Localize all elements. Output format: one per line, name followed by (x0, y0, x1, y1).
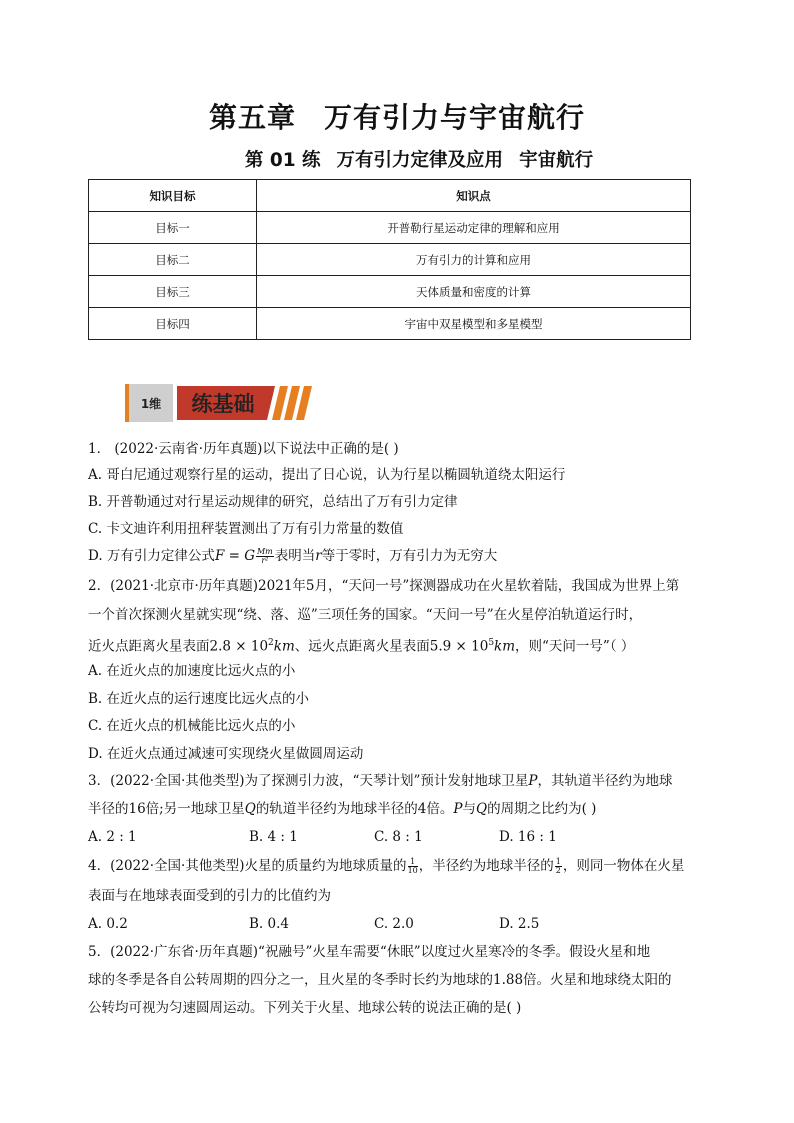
chapter-title: 第五章 万有引力与宇宙航行 (208, 101, 586, 134)
question-4-option-b: B. 0.4 (249, 916, 289, 932)
question-1-option-a: A. 哥白尼通过观察行星的运动，提出了日心说，认为行星以椭圆轨道绕太阳运行 (88, 467, 566, 483)
table-cell: 目标二 (89, 244, 257, 276)
question-1-option-d: D. 万有引力定律公式F = G $\frac{Mm}{\text{r²}}$ 表明当r等于零时，万有引力为无穷大 (88, 547, 498, 565)
question-1-stem: 1． (2022·云南省·历年真题)以下说法中正确的是( ) (88, 441, 399, 457)
question-5-stem-line-3: 公转均可视为匀速圆周运动。下列关于火星、地球公转的说法正确的是( ) (88, 1000, 522, 1016)
question-3-option-b: B. 4 : 1 (249, 829, 298, 845)
fraction-one-tenth: $\frac{1}{10}$ (407, 857, 418, 875)
question-2-option-b: B. 在近火点的运行速度比远火点的小 (88, 691, 310, 707)
question-2-option-d: D. 在近火点通过减速可实现绕火星做圆周运动 (88, 746, 364, 762)
table-header-cell: 知识点 (257, 180, 691, 212)
question-2-stem-line-1: 2．(2021·北京市·历年真题)2021年5月，“天问一号”探测器成功在火星软着陆，我国成为世界上第 (88, 578, 680, 594)
question-3-stem-line-2: 半径的16倍;另一地球卫星Q的轨道半径约为地球半径的4倍。P与Q的周期之比约为( ) (88, 801, 597, 817)
knowledge-goals-table (88, 179, 691, 340)
table-header-row (89, 180, 691, 212)
table-cell: 宇宙中双星模型和多星模型 (257, 308, 691, 340)
table-cell: 天体质量和密度的计算 (257, 276, 691, 308)
table-cell: 目标四 (89, 308, 257, 340)
question-4-stem-line-1: 4．(2022·全国·其他类型)火星的质量约为地球质量的 $\frac{1}{10}$ ，半径约为地球半径的 $\frac{1}{2}$ ，则同一物体在火星 (88, 857, 685, 875)
table-header-cell: 知识目标 (89, 180, 257, 212)
table-row (89, 212, 691, 244)
question-3-option-a: A. 2 : 1 (88, 829, 137, 845)
table-cell: 万有引力的计算和应用 (257, 244, 691, 276)
section-badge (125, 382, 315, 424)
question-2-stem-line-3: 近火点距离火星表面$2.8 \times 10^2km$、远火点距离火星表面$5.9 \times 10^5km$，则“天问一号”（ ） (88, 638, 635, 655)
table-row (89, 308, 691, 340)
question-5-stem-line-2: 球的冬季是各自公转周期的四分之一，且火星的冬季时长约为地球的1.88倍。火星和地球绕太阳的 (88, 972, 672, 988)
fraction-one-half: $\frac{1}{2}$ (555, 857, 561, 875)
table-row (89, 276, 691, 308)
lesson-title: 第 01 练 万有引力定律及应用 宇宙航行 (244, 150, 594, 171)
question-2-stem-line-2: 一个首次探测火星就实现“绕、落、巡”三项任务的国家。“天问一号”在火星停泊轨道运行时， (88, 607, 643, 623)
table-cell: 目标三 (89, 276, 257, 308)
section-tag: 1维 (140, 397, 162, 411)
question-4-option-c: C. 2.0 (374, 916, 414, 932)
badge-edge (125, 384, 129, 422)
table-cell: 开普勒行星运动定律的理解和应用 (257, 212, 691, 244)
question-3-option-d: D. 16 : 1 (499, 829, 557, 845)
gravity-formula: F = G (214, 548, 255, 564)
question-2-option-a: A. 在近火点的加速度比远火点的小 (88, 663, 296, 679)
question-4-option-a: A. 0.2 (88, 916, 128, 932)
question-5-stem-line-1: 5．(2022·广东省·历年真题)“祝融号”火星车需要“休眠”以度过火星寒冷的冬季。假设火星和地 (88, 944, 651, 960)
question-3-stem-line-1: 3．(2022·全国·其他类型)为了探测引力波，“天琴计划”预计发射地球卫星P，其轨道半径约为地球 (88, 773, 673, 789)
section-title: 练基础 (191, 392, 255, 416)
formula-fraction: $\frac{Mm}{\text{r²}}$ (256, 547, 273, 565)
table-cell: 目标一 (89, 212, 257, 244)
question-3-option-c: C. 8 : 1 (374, 829, 423, 845)
question-1-option-b: B. 开普勒通过对行星运动规律的研究，总结出了万有引力定律 (88, 494, 458, 510)
question-4-option-d: D. 2.5 (499, 916, 540, 932)
question-1-option-c: C. 卡文迪许利用扭秤装置测出了万有引力常量的数值 (88, 521, 404, 537)
question-4-stem-line-2: 表面与在地球表面受到的引力的比值约为 (88, 888, 331, 904)
table-row (89, 244, 691, 276)
question-2-option-c: C. 在近火点的机械能比远火点的小 (88, 718, 296, 734)
